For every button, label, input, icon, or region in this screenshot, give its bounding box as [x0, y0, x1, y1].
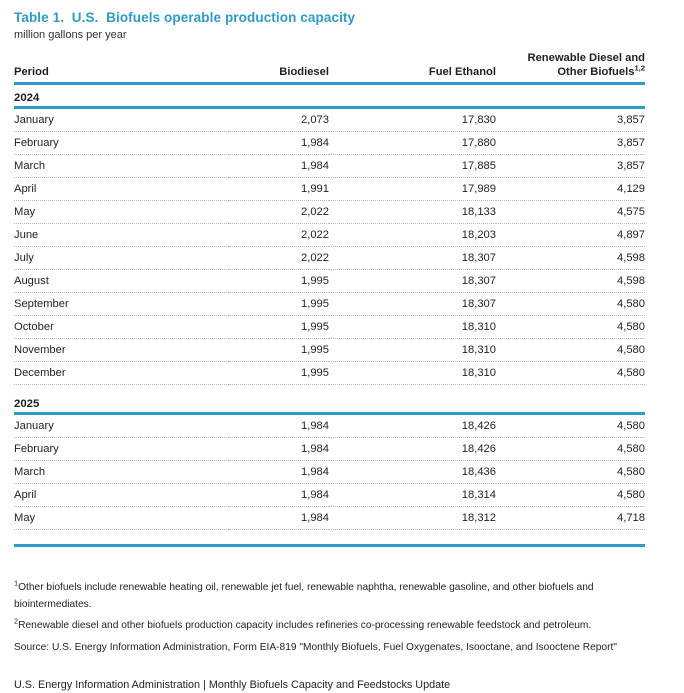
cell-period: January — [14, 415, 229, 438]
cell-fuel-ethanol: 18,436 — [329, 461, 496, 484]
cell-biodiesel: 1,995 — [229, 339, 329, 362]
column-header-renewable-diesel — [496, 51, 645, 82]
cell-period: March — [14, 155, 229, 178]
page-footer: U.S. Energy Information Administration | Monthly Biofuels Capacity and Feedstocks Update — [14, 679, 451, 691]
cell-biodiesel: 1,984 — [229, 438, 329, 461]
cell-period: April — [14, 178, 229, 201]
footnote-2 — [14, 618, 641, 635]
cell-renewable-diesel: 3,857 — [496, 132, 645, 155]
table-body — [14, 82, 645, 530]
column-header-period: Period — [14, 66, 49, 78]
cell-renewable-diesel: 4,580 — [496, 438, 645, 461]
page-title: Table 1. U.S. Biofuels operable production capacity — [14, 10, 356, 25]
cell-biodiesel: 1,995 — [229, 293, 329, 316]
cell-renewable-diesel: 3,857 — [496, 109, 645, 132]
cell-fuel-ethanol: 18,310 — [329, 316, 496, 339]
group-header-2024 — [14, 85, 645, 106]
cell-period: October — [14, 316, 229, 339]
footnote-1-marker: 1 — [14, 578, 19, 588]
cell-period: February — [14, 132, 229, 155]
table-row — [14, 155, 645, 178]
table-row — [14, 293, 645, 316]
cell-biodiesel: 1,995 — [229, 316, 329, 339]
cell-biodiesel: 2,022 — [229, 201, 329, 224]
cell-fuel-ethanol: 17,989 — [329, 178, 496, 201]
cell-renewable-diesel: 4,580 — [496, 461, 645, 484]
cell-fuel-ethanol: 18,314 — [329, 484, 496, 507]
cell-renewable-diesel: 4,897 — [496, 224, 645, 247]
table-row — [14, 270, 645, 293]
table-row — [14, 415, 645, 438]
group-header-2025 — [14, 385, 645, 413]
cell-renewable-diesel: 4,598 — [496, 270, 645, 293]
cell-fuel-ethanol: 18,310 — [329, 339, 496, 362]
footnote-1 — [14, 580, 641, 613]
cell-biodiesel: 1,984 — [229, 155, 329, 178]
biofuels-capacity-table — [14, 51, 645, 530]
cell-period: July — [14, 247, 229, 270]
cell-renewable-diesel: 4,575 — [496, 201, 645, 224]
table-row — [14, 316, 645, 339]
group-label: 2025 — [14, 398, 40, 410]
table-row — [14, 507, 645, 530]
cell-fuel-ethanol: 18,312 — [329, 507, 496, 530]
cell-biodiesel: 1,984 — [229, 484, 329, 507]
cell-renewable-diesel: 4,598 — [496, 247, 645, 270]
table-row — [14, 461, 645, 484]
table-row — [14, 109, 645, 132]
header-row — [14, 51, 645, 82]
cell-biodiesel: 1,984 — [229, 461, 329, 484]
source-note: Source: U.S. Energy Information Administration, Form EIA-819 "Monthly Biofuels, Fuel Oxygenates, Isooctane, and Isooctene Report" — [14, 641, 617, 653]
column-header-fuel-ethanol: Fuel Ethanol — [428, 66, 496, 78]
footnotes — [14, 580, 641, 656]
cell-renewable-diesel: 4,580 — [496, 316, 645, 339]
cell-fuel-ethanol: 18,203 — [329, 224, 496, 247]
column-header-footnote-marker: 1,2 — [634, 63, 645, 73]
table-row — [14, 438, 645, 461]
cell-biodiesel: 1,984 — [229, 132, 329, 155]
table-row — [14, 484, 645, 507]
cell-biodiesel: 2,073 — [229, 109, 329, 132]
table-row — [14, 201, 645, 224]
table-row — [14, 247, 645, 270]
cell-fuel-ethanol: 18,307 — [329, 270, 496, 293]
table-row — [14, 339, 645, 362]
cell-renewable-diesel: 4,580 — [496, 362, 645, 385]
cell-fuel-ethanol: 18,310 — [329, 362, 496, 385]
footnote-2-marker: 2 — [14, 616, 19, 626]
units-subtitle: million gallons per year — [14, 29, 127, 41]
cell-period: August — [14, 270, 229, 293]
cell-fuel-ethanol: 18,307 — [329, 247, 496, 270]
group-label: 2024 — [14, 92, 40, 104]
table-row — [14, 132, 645, 155]
cell-period: May — [14, 201, 229, 224]
cell-fuel-ethanol: 18,307 — [329, 293, 496, 316]
table-bottom-rule — [14, 544, 645, 547]
cell-period: February — [14, 438, 229, 461]
cell-renewable-diesel: 4,580 — [496, 339, 645, 362]
cell-biodiesel: 1,984 — [229, 507, 329, 530]
cell-biodiesel: 2,022 — [229, 224, 329, 247]
cell-fuel-ethanol: 17,885 — [329, 155, 496, 178]
cell-renewable-diesel: 3,857 — [496, 155, 645, 178]
cell-period: December — [14, 362, 229, 385]
cell-fuel-ethanol: 18,426 — [329, 438, 496, 461]
table-row — [14, 178, 645, 201]
cell-biodiesel: 1,995 — [229, 362, 329, 385]
cell-period: May — [14, 507, 229, 530]
cell-biodiesel: 2,022 — [229, 247, 329, 270]
column-header-renewable-diesel-line2: Other Biofuels — [557, 66, 635, 78]
column-header-renewable-diesel-line1: Renewable Diesel and — [527, 52, 645, 64]
column-header-biodiesel: Biodiesel — [279, 66, 329, 78]
cell-biodiesel: 1,991 — [229, 178, 329, 201]
cell-renewable-diesel: 4,580 — [496, 415, 645, 438]
cell-fuel-ethanol: 17,830 — [329, 109, 496, 132]
table-header — [14, 51, 645, 82]
cell-biodiesel: 1,995 — [229, 270, 329, 293]
cell-period: November — [14, 339, 229, 362]
cell-renewable-diesel: 4,580 — [496, 484, 645, 507]
cell-period: March — [14, 461, 229, 484]
cell-biodiesel: 1,984 — [229, 415, 329, 438]
cell-renewable-diesel: 4,718 — [496, 507, 645, 530]
cell-period: January — [14, 109, 229, 132]
cell-renewable-diesel: 4,580 — [496, 293, 645, 316]
cell-fuel-ethanol: 18,133 — [329, 201, 496, 224]
cell-period: September — [14, 293, 229, 316]
cell-period: April — [14, 484, 229, 507]
cell-renewable-diesel: 4,129 — [496, 178, 645, 201]
cell-period: June — [14, 224, 229, 247]
cell-fuel-ethanol: 18,426 — [329, 415, 496, 438]
footnote-2-text: Renewable diesel and other biofuels production capacity includes refineries co-processing renewable feedstock and petroleum. — [18, 620, 592, 631]
footnote-1-text: Other biofuels include renewable heating oil, renewable jet fuel, renewable naphtha, renewable gasoline, and other biofuels and biointermediates. — [14, 582, 594, 610]
table-row — [14, 224, 645, 247]
table-row — [14, 362, 645, 385]
cell-fuel-ethanol: 17,880 — [329, 132, 496, 155]
